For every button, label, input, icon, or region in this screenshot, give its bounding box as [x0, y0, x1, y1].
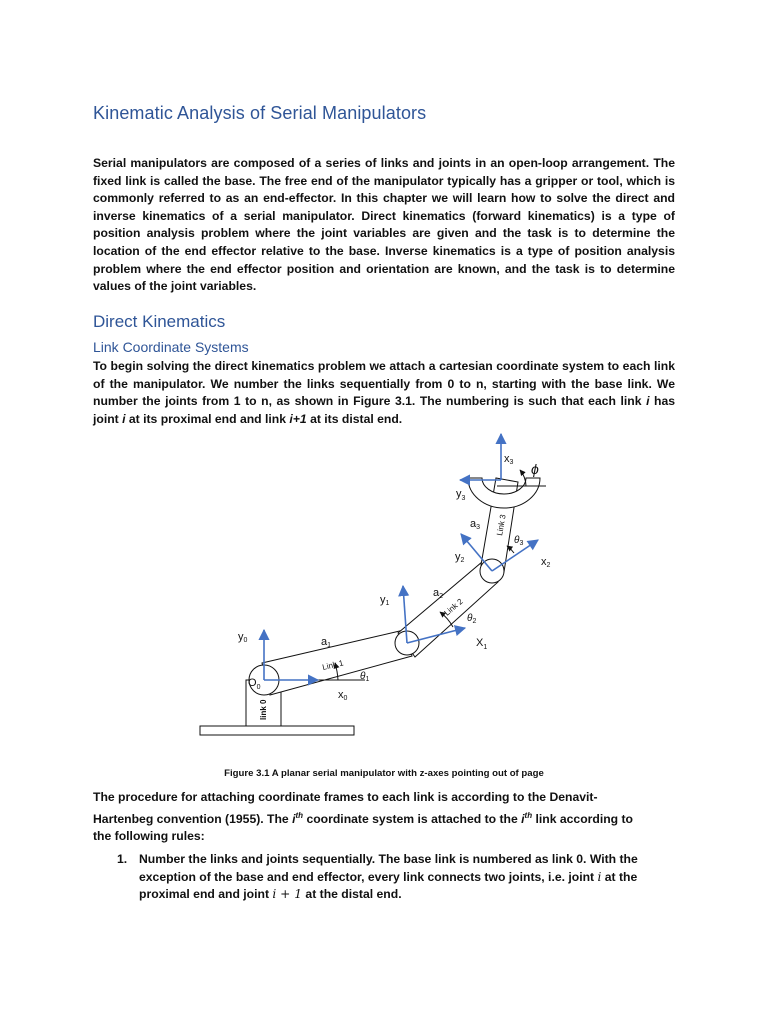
proc-text-3: link according to the following rules: — [93, 811, 633, 844]
y3-subscript: 3 — [461, 495, 466, 502]
y2-letter: y — [455, 551, 461, 563]
proc-italic-i-2: i — [521, 811, 525, 826]
x0-label — [338, 689, 348, 702]
chapter-heading: Kinematic Analysis of Serial Manipulators — [93, 103, 427, 123]
phi-label: ϕ — [531, 461, 539, 477]
theta1-letter: θ — [360, 671, 366, 682]
theta2-label — [467, 613, 476, 625]
theta3-letter: θ — [514, 535, 520, 546]
o0-subscript: 0 — [256, 684, 261, 691]
lcs-text-4: at its distal end. — [306, 411, 403, 426]
X1-label — [476, 637, 487, 651]
figure-caption: Figure 3.1 A planar serial manipulator with z-axes pointing out of page — [224, 768, 544, 779]
theta3-label — [514, 535, 523, 547]
y0-subscript: 0 — [243, 637, 248, 644]
a3-subscript: 3 — [476, 524, 481, 531]
x2-subscript: 2 — [546, 562, 551, 569]
a3-label — [470, 518, 480, 531]
y3-label — [456, 488, 466, 502]
a2-label — [433, 587, 443, 600]
y2-label — [455, 551, 465, 564]
rules-list — [93, 851, 653, 904]
theta3-arc — [507, 546, 514, 553]
y1-letter: y — [380, 594, 386, 606]
theta2-letter: θ — [467, 613, 473, 624]
X1-subscript: 1 — [483, 644, 488, 651]
theta2-subscript: 2 — [472, 618, 477, 625]
rule-text-3: at the distal end. — [302, 887, 402, 902]
rule-math-i-plus-1: i + 1 — [272, 887, 303, 902]
link-0-label: link 0 — [259, 699, 268, 720]
x0-letter: x — [338, 689, 344, 701]
y3-letter: y — [456, 488, 462, 500]
a2-letter: a — [433, 587, 440, 599]
manipulator-figure — [190, 425, 570, 745]
y0-label — [238, 631, 248, 644]
proc-italic-i-1: i — [292, 811, 296, 826]
theta1-label — [360, 671, 369, 683]
ground-plate — [200, 726, 354, 735]
x3-subscript: 3 — [509, 459, 514, 466]
y2-subscript: 2 — [460, 557, 465, 564]
y1-subscript: 1 — [385, 600, 390, 607]
proc-text-2: coordinate system is attached to the — [303, 811, 522, 826]
lcs-italic-i-2: i — [122, 411, 126, 426]
link-coordinate-paragraph — [93, 358, 675, 428]
X1-letter: X — [476, 637, 484, 649]
link-2-label: Link 2 — [442, 596, 465, 618]
rule-math-i: i — [597, 869, 602, 884]
rule-number: 1. — [117, 852, 128, 866]
intro-paragraph: Serial manipulators are composed of a series of links and joints in an open-loop arrangement. The fixed link is called the base. The free end of the manipulator typically has a gripper or tool, which is commonly referred to as an end-effector. In this chapter we will learn how to solve the direct and inverse kinematics of a serial manipulator. Direct kinematics (forward kinematics) is a type of position analysis problem where the joint variables are given and the task is to determine the location of the end effector relative to the base. Inverse kinematics is a type of position analysis problem where the end effector position and orientation are known, and the task is to determine values of the joint variables. — [93, 156, 675, 294]
lcs-italic-i-plus-1: i+1 — [289, 411, 307, 426]
section-heading-direct-kinematics: Direct Kinematics — [93, 312, 226, 331]
rule-text-2: at the proximal end and joint — [139, 869, 638, 902]
y0-letter: y — [238, 631, 244, 643]
a1-subscript: 1 — [327, 642, 332, 649]
theta3-subscript: 3 — [519, 540, 524, 547]
x2-label — [541, 556, 551, 569]
lcs-text-2: has joint — [93, 394, 676, 426]
y1-label — [380, 594, 390, 607]
link-3-label: Link 3 — [495, 513, 508, 537]
o0-letter: O — [248, 677, 257, 689]
x2-letter: x — [541, 556, 547, 568]
theta1-subscript: 1 — [365, 676, 370, 683]
link-1-label: Link 1 — [321, 658, 345, 672]
proc-sup-th-1: th — [295, 810, 304, 820]
x0-subscript: 0 — [343, 695, 348, 702]
a3-letter: a — [470, 518, 477, 530]
proc-sup-th-2: th — [524, 810, 533, 820]
lcs-text-1: To begin solving the direct kinematics problem we attach a cartesian coordinate system to each link of the manipulator. We number the links sequentially from 0 to n, starting with the base link. We number the joints from 1 to n, as shown in Figure 3.1. The numbering is such that each link — [93, 359, 675, 409]
lcs-italic-i-1: i — [646, 394, 650, 409]
a1-label — [321, 636, 331, 649]
lcs-text-3: at its proximal end and link — [125, 411, 290, 426]
a2-subscript: 2 — [439, 593, 444, 600]
rule-text-1: Number the links and joints sequentially. The base link is numbered as link 0. With the exception of the base and end effector, every link connects two joints, i.e. joint — [139, 852, 638, 884]
a1-letter: a — [321, 636, 328, 648]
x3-label — [504, 453, 514, 466]
x3-letter: x — [504, 453, 510, 465]
subsection-heading-link-coordinate-systems: Link Coordinate Systems — [93, 339, 249, 355]
rule-item — [93, 851, 653, 904]
proc-text-1: The procedure for attaching coordinate frames to each link is according to the Denavit-Hartenbeg convention (1955). The — [93, 790, 598, 826]
procedure-paragraph — [93, 789, 653, 846]
